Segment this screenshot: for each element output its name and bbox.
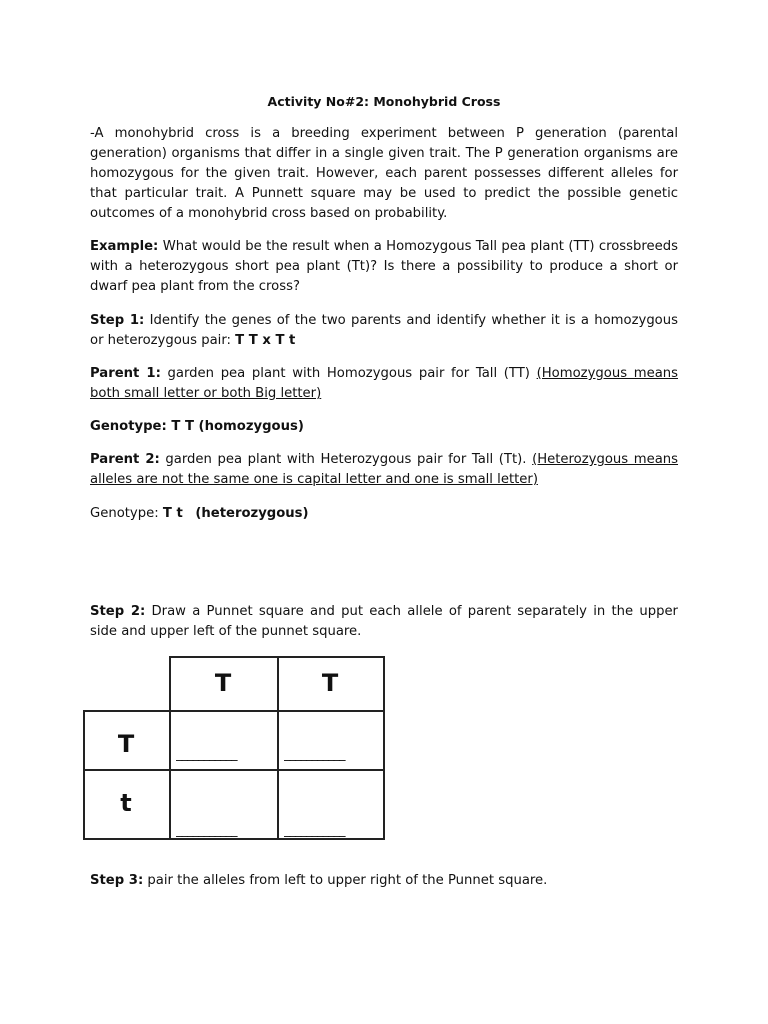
parent1-paragraph <box>90 364 678 404</box>
parent2-label: Parent 2: <box>90 452 160 467</box>
grid-line-h0 <box>169 656 385 658</box>
intro-paragraph: -A monohybrid cross is a breeding experiment between P generation (parental generation) organisms that differ in a single given trait. The P generation organisms are homozygous for the given trait. However, each parent possesses different alleles for that particular trait. A Punnett square may be used to predict the possible genetic outcomes of a monohybrid cross based on probability. <box>90 126 678 221</box>
parent2-note: (Heterozygous means alleles are not the same one is capital letter and one is small letter) <box>90 452 679 487</box>
punnett-square <box>83 656 385 840</box>
step3-label: Step 3: <box>90 873 144 888</box>
parent1-text: garden pea plant with Homozygous pair for Tall (TT) <box>160 366 537 381</box>
genotype1-label: Genotype: <box>90 419 172 434</box>
parent1-note: (Homozygous means both small letter or both Big letter) <box>90 366 678 401</box>
grid-line-h1 <box>83 710 385 712</box>
document-page <box>90 0 678 1024</box>
genotype2-label: Genotype: <box>90 506 163 521</box>
top-allele-2: T <box>321 669 339 697</box>
step1-paragraph <box>90 311 678 351</box>
genotype2-paragraph <box>90 504 678 524</box>
genotype1-value: T T <box>171 419 194 434</box>
top-allele-1: T <box>214 669 232 697</box>
step2-text: Draw a Punnet square and put each allele of parent separately in the upper side and upper left of the punnet square. <box>90 604 678 639</box>
left-allele-2: t <box>120 789 132 817</box>
cell-blank-2-1: ___________ <box>176 824 237 838</box>
cell-blank-2-2: ___________ <box>284 824 345 838</box>
step2-paragraph <box>90 602 678 642</box>
step3-text: pair the alleles from left to upper right of the Punnet square. <box>143 873 548 888</box>
grid-line-v2 <box>277 656 279 840</box>
example-paragraph <box>90 237 678 297</box>
grid-line-v0 <box>83 710 85 840</box>
step1-text: Identify the genes of the two parents and identify whether it is a homozygous or heterozygous pair: <box>90 313 678 348</box>
step3-paragraph <box>90 871 678 891</box>
genotype1-paragraph <box>90 417 678 437</box>
parent2-paragraph <box>90 450 678 490</box>
example-text: What would be the result when a Homozygous Tall pea plant (TT) crossbreeds with a heterozygous short pea plant (Tt)? Is there a possibility to produce a short or dwarf pea plant from the cross? <box>90 239 678 294</box>
grid-line-v3 <box>383 656 385 840</box>
left-allele-1: T <box>117 730 135 758</box>
step1-label: Step 1: <box>90 313 145 328</box>
genotype2-value: T t <box>162 506 183 521</box>
grid-line-h3 <box>83 838 385 840</box>
cell-blank-1-2: ___________ <box>284 748 345 762</box>
step1-cross: T T x T t <box>235 333 296 348</box>
cell-blank-1-1: ___________ <box>176 748 237 762</box>
grid-line-v1 <box>169 656 171 840</box>
example-label: Example: <box>90 239 159 254</box>
parent1-label: Parent 1: <box>90 366 161 381</box>
genotype2-type: (heterozygous) <box>195 506 309 521</box>
grid-line-h2 <box>83 769 385 771</box>
parent2-text: garden pea plant with Heterozygous pair for Tall (Tt). <box>159 452 533 467</box>
step2-label: Step 2: <box>90 604 146 619</box>
page-title: Activity No#2: Monohybrid Cross <box>267 94 501 109</box>
genotype1-type: (homozygous) <box>193 419 304 434</box>
